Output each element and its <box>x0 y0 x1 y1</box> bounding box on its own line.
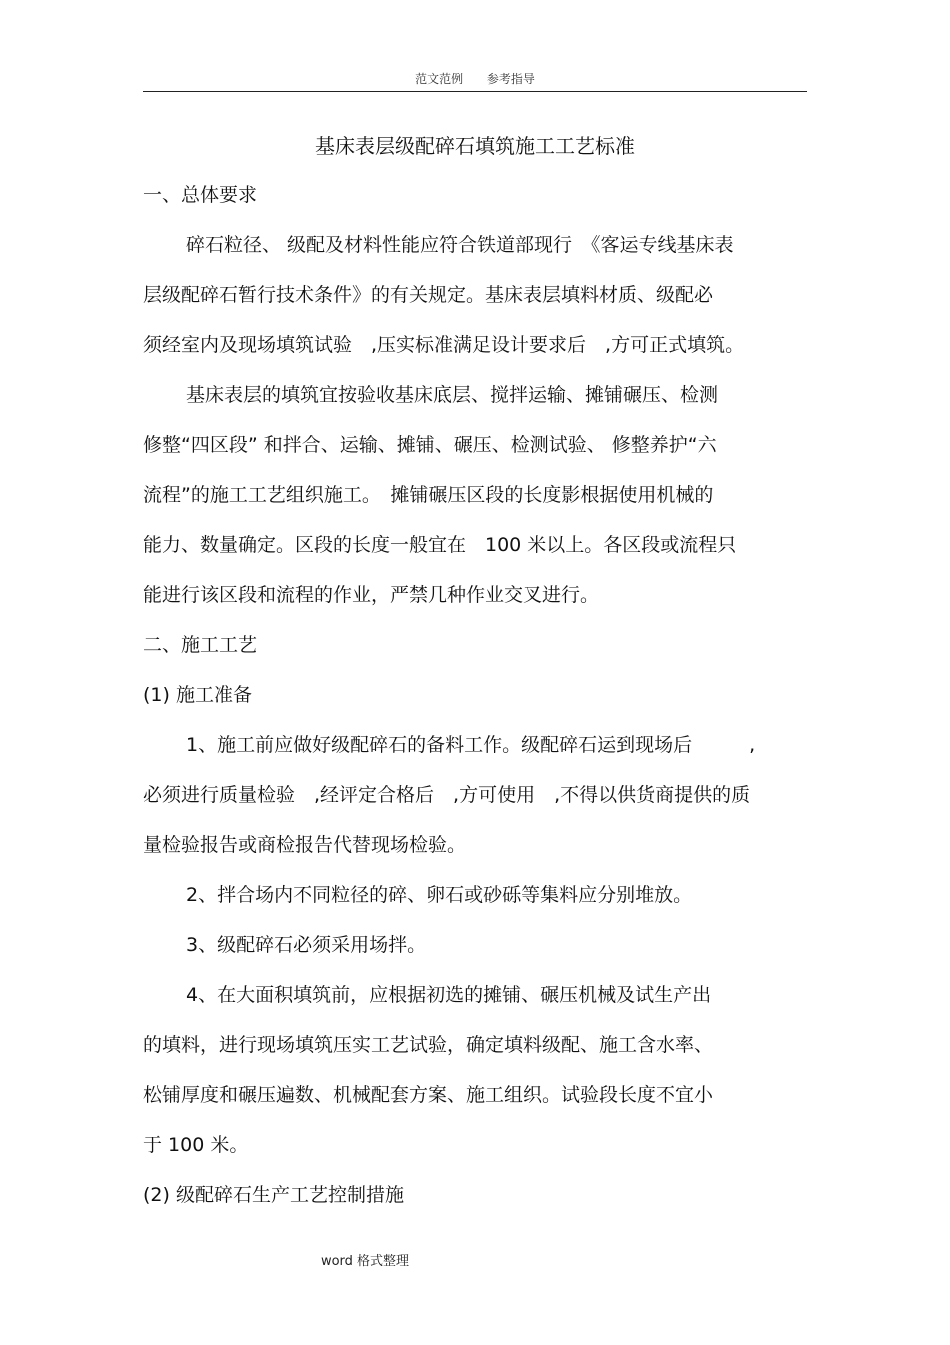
paragraph-line: 基床表层的填筑宜按验收基床底层、搅拌运输、摊铺碾压、检测 <box>186 384 719 406</box>
paragraph-line: 能进行该区段和流程的作业，严禁几种作业交叉进行。 <box>143 584 600 606</box>
page-footer: word 格式整理 <box>320 1254 410 1269</box>
header-left-text: 范文范例 <box>415 72 464 86</box>
paragraph-line: 必须进行质量检验 ,经评定合格后 ,方可使用 ,不得以供货商提供的质 <box>143 784 751 806</box>
paragraph-line: 层级配碎石暂行技术条件》的有关规定。基床表层填料材质、级配必 <box>143 284 714 306</box>
paragraph-line: 修整“四区段” 和拌合、运输、摊铺、碾压、检测试验、 修整养护“六 <box>143 434 717 456</box>
paragraph-line: 能力、数量确定。区段的长度一般宜在 100 米以上。各区段或流程只 <box>143 534 737 556</box>
document-title: 基床表层级配碎石填筑施工工艺标准 <box>315 134 635 158</box>
paragraph-line: 于 100 米。 <box>143 1134 249 1156</box>
page-header <box>0 70 950 87</box>
subsection-heading: (2) 级配碎石生产工艺控制措施 <box>143 1184 404 1206</box>
paragraph-line: 量检验报告或商检报告代替现场检验。 <box>143 834 467 856</box>
paragraph-line: 碎石粒径、 级配及材料性能应符合铁道部现行 《客运专线基床表 <box>186 234 734 256</box>
paragraph-line: 须经室内及现场填筑试验 ,压实标准满足设计要求后 ,方可正式填筑。 <box>143 334 745 356</box>
paragraph-line: 流程”的施工工艺组织施工。 摊铺碾压区段的长度影根据使用机械的 <box>143 484 714 506</box>
paragraph-line: 的填料，进行现场填筑压实工艺试验，确定填料级配、施工含水率、 <box>143 1034 714 1056</box>
subsection-heading: (1) 施工准备 <box>143 684 252 706</box>
section-heading: 一、总体要求 <box>143 184 258 206</box>
header-right-text: 参考指导 <box>486 72 535 86</box>
paragraph-line: 1、施工前应做好级配碎石的备料工作。级配碎石运到现场后 , <box>186 734 756 756</box>
paragraph-line: 3、级配碎石必须采用场拌。 <box>186 934 427 956</box>
header-rule <box>143 91 807 92</box>
paragraph-line: 松铺厚度和碾压遍数、机械配套方案、施工组织。试验段长度不宜小 <box>143 1084 714 1106</box>
paragraph-line: 4、在大面积填筑前，应根据初选的摊铺、碾压机械及试生产出 <box>186 984 712 1006</box>
paragraph-line: 2、拌合场内不同粒径的碎、卵石或砂砾等集料应分别堆放。 <box>186 884 693 906</box>
section-heading: 二、施工工艺 <box>143 634 258 656</box>
